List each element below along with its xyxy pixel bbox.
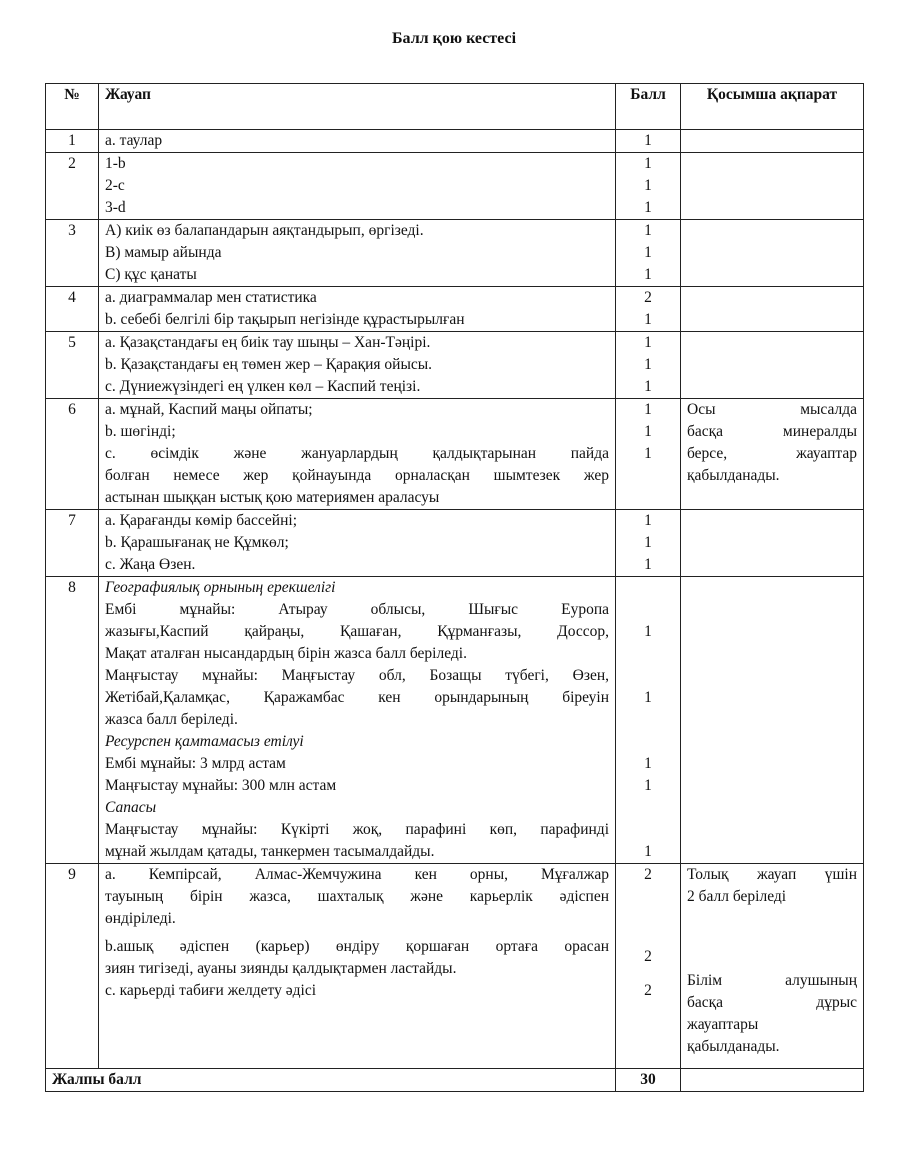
answer-cell: [99, 130, 616, 153]
answer-cell: [99, 577, 616, 864]
extra-line: басқа минералды: [687, 423, 857, 440]
row-number: 5: [46, 332, 99, 399]
points-spacer: [622, 665, 674, 687]
answer-line: 3-d: [105, 199, 126, 216]
total-row: [46, 1069, 864, 1092]
points-spacer: [622, 599, 674, 621]
extra-line: жауаптары: [687, 1016, 759, 1033]
answer-line: а. Қазақстандағы ең биік тау шыңы – Хан-Тәңірі.: [105, 334, 431, 351]
header-points: Балл: [616, 84, 681, 130]
row-number: 4: [46, 287, 99, 332]
extra-cell: [681, 130, 864, 153]
points-spacer: [622, 731, 674, 753]
total-points: 30: [616, 1069, 681, 1092]
section-heading: Географиялық орнының ерекшелігі: [105, 579, 336, 596]
answer-line: Жетібай,Қаламқас, Қаражамбас кен орындарының біреуін: [105, 689, 609, 706]
points-value: 1: [644, 378, 652, 395]
points-cell: [616, 510, 681, 577]
points-value: 1: [644, 512, 652, 529]
table-row: [46, 153, 864, 220]
table-row: [46, 130, 864, 153]
row-number: 8: [46, 577, 99, 864]
points-spacer: [622, 797, 674, 819]
answer-line: 2-c: [105, 177, 125, 194]
extra-cell: [681, 399, 864, 510]
points-value: 2: [644, 866, 652, 883]
points-cell: [616, 220, 681, 287]
points-value: 2: [644, 289, 652, 306]
answer-line: с. өсімдік және жануарлардың қалдықтарынан пайда: [105, 445, 609, 462]
table-row: [46, 510, 864, 577]
answer-cell: [99, 153, 616, 220]
row-number: 7: [46, 510, 99, 577]
answer-line: Маңғыстау мұнайы: Маңғыстау обл, Бозащы түбегі, Өзен,: [105, 667, 609, 684]
answer-line: b. Қарашығанақ не Құмкөл;: [105, 534, 289, 551]
answer-line: Мақат аталған нысандардың бірін жазса балл беріледі.: [105, 645, 467, 662]
row-number: 1: [46, 130, 99, 153]
extra-spacer: [687, 936, 857, 958]
answer-line: а. диаграммалар мен статистика: [105, 289, 317, 306]
points-value: 1: [644, 266, 652, 283]
answer-line: с. Жаңа Өзен.: [105, 556, 196, 573]
extra-line: 2 балл беріледі: [687, 888, 787, 905]
header-row: [46, 84, 864, 130]
points-cell: [616, 399, 681, 510]
points-value: 1: [644, 843, 652, 860]
answer-line: Маңғыстау мұнайы: Күкірті жоқ, парафині көп, парафинді: [105, 821, 609, 838]
answer-line: жазығы,Каспий қайраңы, Қашаған, Құрманғазы, Доссор,: [105, 623, 609, 640]
section-heading: Сапасы: [105, 799, 157, 816]
table-row: [46, 399, 864, 510]
answer-line: b.ашық әдіспен (карьер) өндіру қоршаған ортаға орасан: [105, 938, 609, 955]
extra-line: Осы мысалда: [687, 401, 857, 418]
extra-line: Білім алушының: [687, 972, 857, 989]
answer-line: а. Кемпірсай, Алмас-Жемчужина кен орны, Мұғалжар: [105, 866, 609, 883]
extra-cell: [681, 332, 864, 399]
points-value: 1: [644, 177, 652, 194]
extra-line: берсе, жауаптар: [687, 445, 857, 462]
table-row: [46, 864, 864, 1069]
extra-line: Толық жауап үшін: [687, 866, 857, 883]
points-spacer: [622, 886, 674, 908]
answer-line: b. себебі белгілі бір тақырып негізінде құрастырылған: [105, 311, 465, 328]
points-spacer: [622, 819, 674, 841]
answer-line: Маңғыстау мұнайы: 300 млн астам: [105, 777, 337, 794]
extra-spacer: [687, 908, 857, 930]
answer-line: Ембі мұнайы: Атырау облысы, Шығыс Еуропа: [105, 601, 609, 618]
extra-cell: [681, 153, 864, 220]
total-label: Жалпы балл: [46, 1069, 616, 1092]
answer-line: а. Қарағанды көмір бассейні;: [105, 512, 298, 529]
page-title: Балл қою кестесі: [391, 30, 517, 47]
points-value: 1: [644, 777, 652, 794]
answer-cell: [99, 287, 616, 332]
answer-line: жазса балл беріледі.: [105, 711, 238, 728]
points-value: 1: [644, 132, 652, 149]
answer-line: өндіріледі.: [105, 910, 176, 927]
extra-cell: [681, 1069, 864, 1092]
answer-cell: [99, 864, 616, 1069]
answer-cell: [99, 332, 616, 399]
points-value: 1: [644, 623, 652, 640]
points-value: 1: [644, 199, 652, 216]
header-extra: Қосымша ақпарат: [681, 84, 864, 130]
answer-line: А) киік өз балапандарын аяқтандырып, өргізеді.: [105, 222, 424, 239]
score-table: [45, 83, 864, 1092]
answer-line: тауының бірін жазса, шахталық және карьерлік әдіспен: [105, 888, 609, 905]
answer-line: мұнай жылдам қатады, танкермен тасымалдайды.: [105, 843, 435, 860]
answer-line: Ембі мұнайы: 3 млрд астам: [105, 755, 286, 772]
answer-spacer: [105, 1002, 609, 1024]
table-row: [46, 287, 864, 332]
table-row: [46, 332, 864, 399]
points-value: 1: [644, 755, 652, 772]
extra-cell: [681, 864, 864, 1069]
points-value: 2: [644, 982, 652, 999]
points-value: 1: [644, 222, 652, 239]
row-number: 3: [46, 220, 99, 287]
points-value: 1: [644, 423, 652, 440]
answer-line: болған немесе жер қойнауында орналасқан шымтезек жер: [105, 467, 609, 484]
section-heading: Ресурспен қамтамасыз етілуі: [105, 733, 304, 750]
header-no: №: [46, 84, 99, 130]
extra-line: қабылданады.: [687, 467, 780, 484]
extra-cell: [681, 510, 864, 577]
points-cell: [616, 864, 681, 1069]
points-spacer: [622, 643, 674, 665]
answer-line: с. Дүниежүзіндегі ең үлкен көл – Каспий теңізі.: [105, 378, 421, 395]
points-spacer: [622, 709, 674, 731]
points-spacer: [622, 908, 674, 930]
row-number: 9: [46, 864, 99, 1069]
points-spacer: [622, 577, 674, 599]
answer-line: b. Қазақстандағы ең төмен жер – Қарақия ойысы.: [105, 356, 433, 373]
answer-line: с. карьерді табиғи желдету әдісі: [105, 982, 317, 999]
points-value: 1: [644, 311, 652, 328]
extra-cell: [681, 577, 864, 864]
extra-line: басқа дұрыс: [687, 994, 857, 1011]
points-cell: [616, 153, 681, 220]
table-row: [46, 220, 864, 287]
points-value: 1: [644, 445, 652, 462]
answer-line: астынан шыққан ыстық қою материямен араласуы: [105, 489, 440, 506]
answer-line: 1-b: [105, 155, 126, 172]
points-cell: [616, 130, 681, 153]
answer-cell: [99, 399, 616, 510]
points-value: 1: [644, 244, 652, 261]
answer-line: а. мұнай, Каспий маңы ойпаты;: [105, 401, 313, 418]
extra-cell: [681, 287, 864, 332]
points-cell: [616, 287, 681, 332]
header-answer: Жауап: [99, 84, 616, 130]
points-value: 1: [644, 401, 652, 418]
extra-line: қабылданады.: [687, 1038, 780, 1055]
table-row: [46, 577, 864, 864]
points-cell: [616, 332, 681, 399]
answer-line: b. шөгінді;: [105, 423, 176, 440]
answer-line: В) мамыр айында: [105, 244, 222, 261]
points-value: 1: [644, 689, 652, 706]
points-value: 1: [644, 534, 652, 551]
points-value: 1: [644, 556, 652, 573]
answer-line: а. таулар: [105, 132, 163, 149]
points-value: 1: [644, 334, 652, 351]
answer-line: С) құс қанаты: [105, 266, 197, 283]
answer-cell: [99, 510, 616, 577]
answer-cell: [99, 220, 616, 287]
points-cell: [616, 577, 681, 864]
points-value: 1: [644, 155, 652, 172]
answer-spacer: [105, 1024, 609, 1046]
extra-cell: [681, 220, 864, 287]
row-number: 2: [46, 153, 99, 220]
row-number: 6: [46, 399, 99, 510]
points-value: 2: [644, 948, 652, 965]
answer-line: зиян тигізеді, ауаны зиянды қалдықтармен ластайды.: [105, 960, 457, 977]
answer-spacer: [105, 1046, 609, 1068]
points-value: 1: [644, 356, 652, 373]
